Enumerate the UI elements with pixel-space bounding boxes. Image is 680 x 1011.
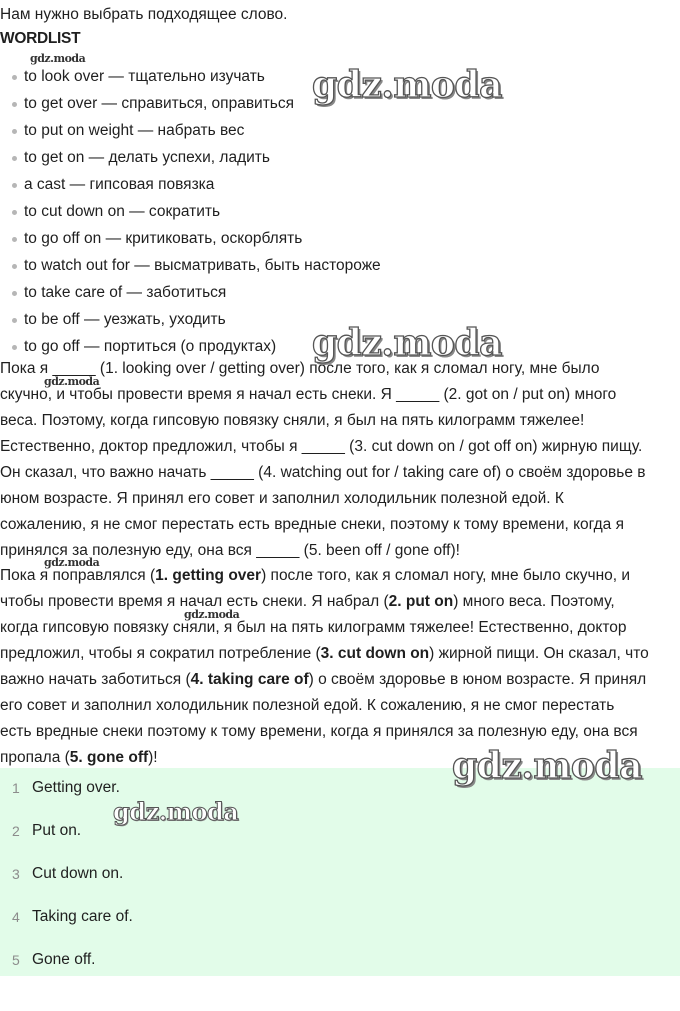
answer-highlight: 5. gone off [69,749,149,766]
intro-text: Нам нужно выбрать подходящее слово. [0,6,288,23]
answer-number: 3 [12,866,20,882]
bullet-icon [12,102,17,107]
wordlist-item: to go off on — критиковать, оскорблять [0,225,381,252]
bullet-icon [12,129,17,134]
answer-number: 4 [12,909,20,925]
exercise-line: веса. Поэтому, когда гипсовую повязку сняли, я был на пять килограмм тяжелее! [0,412,585,429]
answer-text: Put on. [32,822,82,839]
watermark: gdz.moda [312,64,502,106]
watermark: gdz.moda [30,52,86,65]
solution-line: предложил, чтобы я сократил потребление (3. cut down on) жирной пищи. Он сказал, что [0,645,649,662]
exercise-line: Естественно, доктор предложил, чтобы я _____ (3. cut down on / got off on) жирную пищу. [0,438,643,455]
bullet-icon [12,156,17,161]
wordlist-item: to go off — портиться (о продуктах) [0,333,381,360]
solution-paragraph [0,563,680,771]
solution-line: Пока я поправлялся (1. getting over) после того, как я сломал ногу, мне было скучно, и [0,567,631,584]
watermark: gdz.moda [184,608,240,621]
answer-text: Taking care of. [32,908,133,925]
wordlist-item: to look over — тщательно изучать [0,63,381,90]
watermark: gdz.moda [452,745,642,787]
bullet-icon [12,318,17,323]
answer-highlight: 2. put on [388,593,454,610]
watermark: gdz.moda [312,322,502,364]
exercise-line: скучно, и чтобы провести время я начал есть снеки. Я _____ (2. got on / put on) много [0,386,617,403]
wordlist-item: a cast — гипсовая повязка [0,171,381,198]
solution-line: чтобы провести время я начал есть снеки. Я набрал (2. put on) много веса. Поэтому, [0,593,615,610]
answer-highlight: 4. taking care of [190,671,309,688]
watermark: gdz.moda [113,797,239,826]
answer-text: Cut down on. [32,865,124,882]
bullet-icon [12,210,17,215]
wordlist [0,63,381,360]
exercise-line: сожалению, я не смог перестать есть вредные снеки, поэтому к тому времени, когда я [0,516,624,533]
solution-line: его совет и заполнил холодильник полезной едой. К сожалению, я не смог перестать [0,697,615,714]
answer-highlight: 3. cut down on [320,645,430,662]
bullet-icon [12,345,17,350]
solution-line: важно начать заботиться (4. taking care of) о своём здоровье в юном возрасте. Я принял [0,671,647,688]
bullet-icon [12,75,17,80]
wordlist-item: to watch out for — высматривать, быть настороже [0,252,381,279]
solution-line: пропала (5. gone off)! [0,749,158,766]
bullet-icon [12,237,17,242]
exercise-line: принялся за полезную еду, она вся _____ (5. been off / gone off)! [0,542,460,559]
answer-text: Gone off. [32,951,96,968]
answer-number: 2 [12,823,20,839]
exercise-paragraph [0,356,680,564]
solution-line: когда гипсовую повязку сняли, я был на пять килограмм тяжелее! Естественно, доктор [0,619,627,636]
exercise-line: Он сказал, что важно начать _____ (4. watching out for / taking care of) о своём здоровье в [0,464,646,481]
wordlist-item: to cut down on — сократить [0,198,381,225]
answer-number: 5 [12,952,20,968]
wordlist-item: to be off — уезжать, уходить [0,306,381,333]
wordlist-item: to take care of — заботиться [0,279,381,306]
answer-highlight: 1. getting over [155,567,262,584]
watermark: gdz.moda [44,556,100,569]
bullet-icon [12,264,17,269]
answer-number: 1 [12,780,20,796]
wordlist-item: to get over — справиться, оправиться [0,90,381,117]
bullet-icon [12,291,17,296]
answer-text: Getting over. [32,779,120,796]
wordlist-title: WORDLIST [0,30,81,47]
answers-list [0,768,680,976]
solution-line: есть вредные снеки поэтому к тому времени, когда я принялся за полезную еду, она вся [0,723,638,740]
watermark: gdz.moda [44,375,100,388]
wordlist-item: to get on — делать успехи, ладить [0,144,381,171]
exercise-line: Пока я _____ (1. looking over / getting over) после того, как я сломал ногу, мне было [0,360,600,377]
exercise-line: юном возрасте. Я принял его совет и заполнил холодильник полезной едой. К [0,490,564,507]
bullet-icon [12,183,17,188]
wordlist-item: to put on weight — набрать вес [0,117,381,144]
